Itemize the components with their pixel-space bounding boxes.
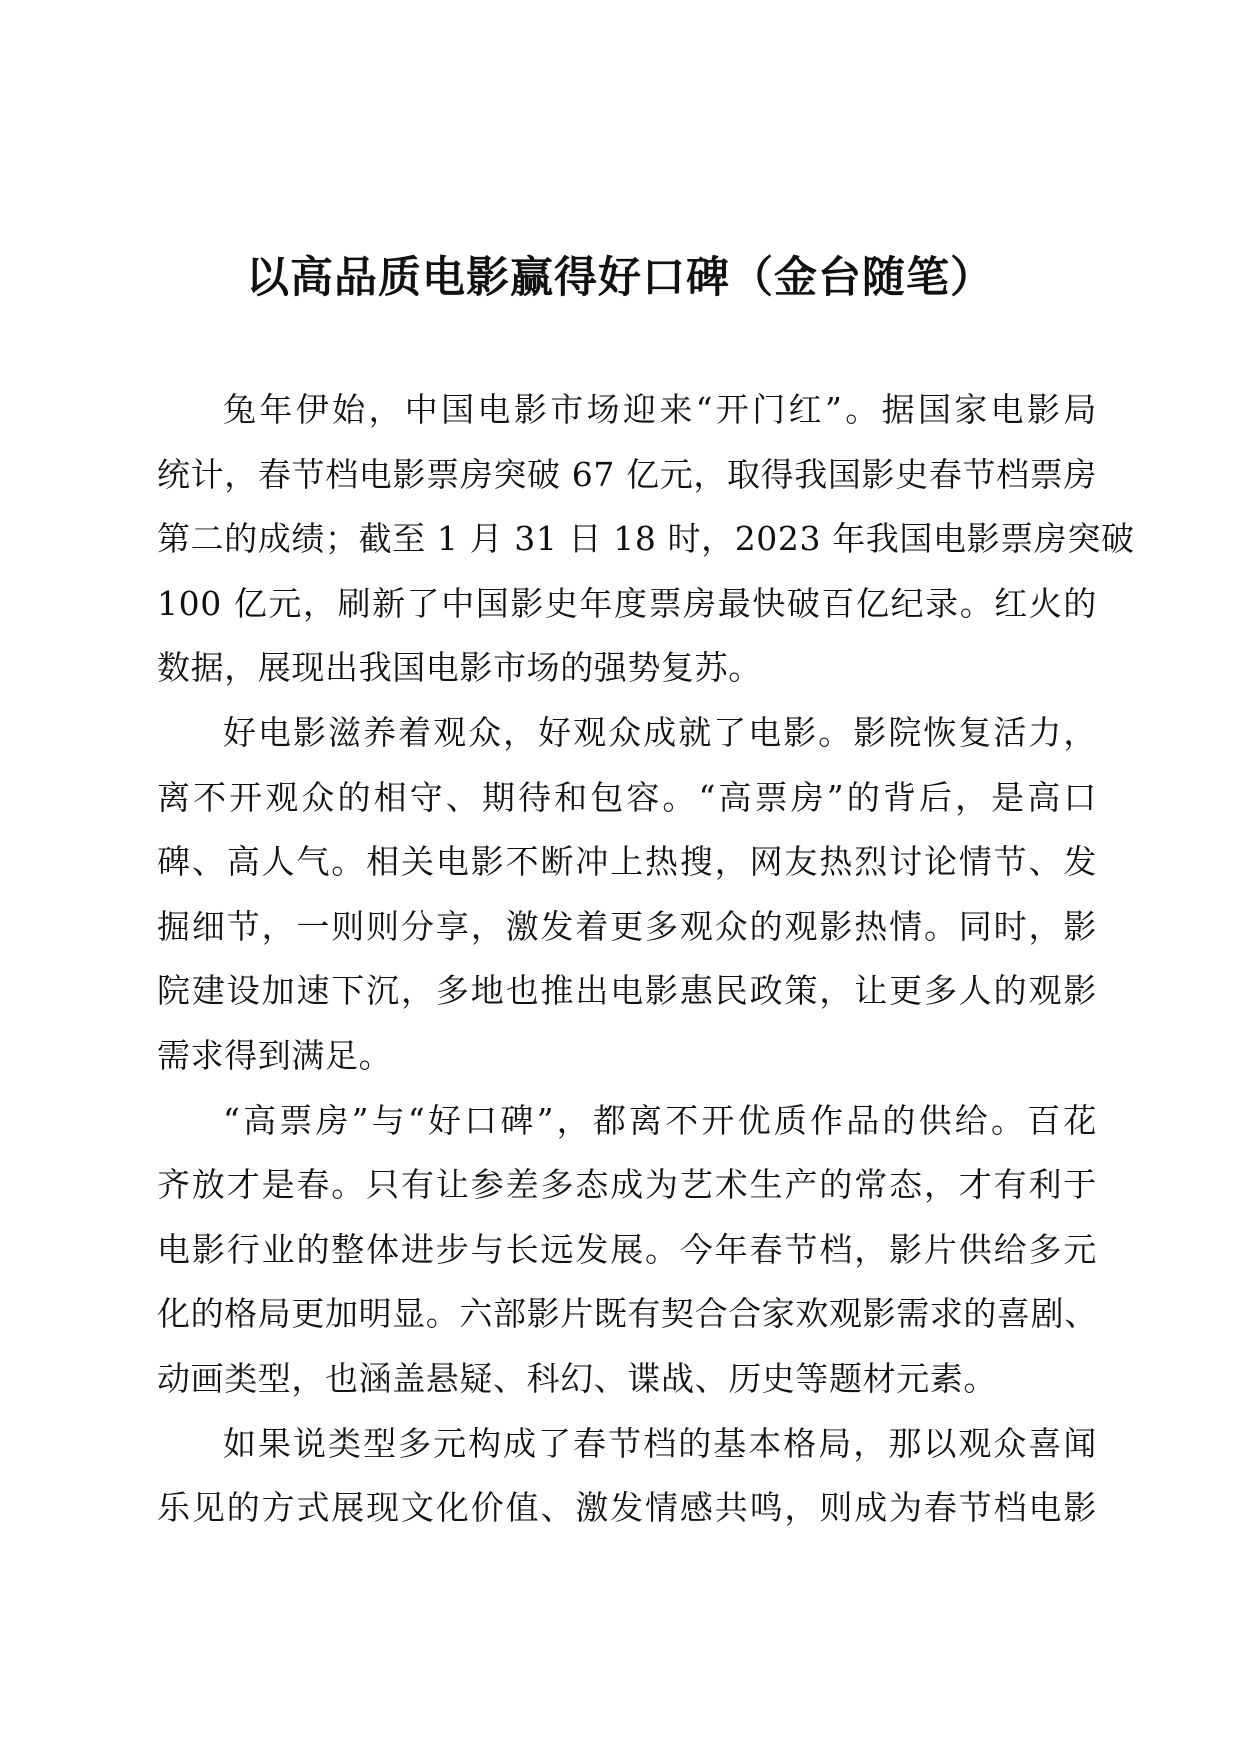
text-line-p2-3: 碑、高人气。相关电影不断冲上热搜，网友热烈讨论情节、发 bbox=[157, 842, 1097, 882]
text-line-p3-4: 化的格局更加明显。六部影片既有契合合家欢观影需求的喜剧、 bbox=[157, 1294, 1098, 1334]
text-line-p2-2: 离不开观众的相守、期待和包容。“高票房”的背后，是高口 bbox=[157, 777, 1097, 817]
text-line-p1-5: 数据，展现出我国电影市场的强势复苏。 bbox=[157, 648, 762, 688]
document-title: 以高品质电影赢得好口碑（金台随笔） bbox=[246, 253, 994, 303]
text-line-p3-3: 电影行业的整体进步与长远发展。今年春节档，影片供给多元 bbox=[157, 1229, 1097, 1269]
text-line-p2-6: 需求得到满足。 bbox=[157, 1035, 393, 1075]
text-line-p1-3: 第二的成绩；截至 1 月 31 日 18 时，2023 年我国电影票房突破 bbox=[157, 519, 1135, 559]
text-line-p4-1: 如果说类型多元构成了春节档的基本格局，那以观众喜闻 bbox=[223, 1423, 1097, 1463]
text-line-p1-1: 兔年伊始，中国电影市场迎来“开门红”。据国家电影局 bbox=[223, 390, 1097, 429]
text-line-p2-4: 掘细节，一则则分享，激发着更多观众的观影热情。同时，影 bbox=[157, 906, 1097, 946]
text-line-p1-4: 100 亿元，刷新了中国影史年度票房最快破百亿纪录。红火的 bbox=[157, 583, 1097, 623]
text-line-p3-5: 动画类型，也涵盖悬疑、科幻、谍战、历史等题材元素。 bbox=[157, 1358, 997, 1398]
text-line-p2-5: 院建设加速下沉，多地也推出电影惠民政策，让更多人的观影 bbox=[157, 971, 1097, 1011]
text-line-p3-2: 齐放才是春。只有让参差多态成为艺术生产的常态，才有利于 bbox=[157, 1165, 1097, 1205]
text-line-p3-1: “高票房”与“好口碑”，都离不开优质作品的供给。百花 bbox=[223, 1100, 1097, 1140]
article-body bbox=[157, 378, 1135, 1541]
text-line-p1-2: 统计，春节档电影票房突破 67 亿元，取得我国影史春节档票房 bbox=[157, 454, 1097, 494]
text-line-p4-2: 乐见的方式展现文化价值、激发情感共鸣，则成为春节档电影 bbox=[157, 1488, 1097, 1528]
text-line-p2-1: 好电影滋养着观众，好观众成就了电影。影院恢复活力， bbox=[223, 712, 1097, 752]
